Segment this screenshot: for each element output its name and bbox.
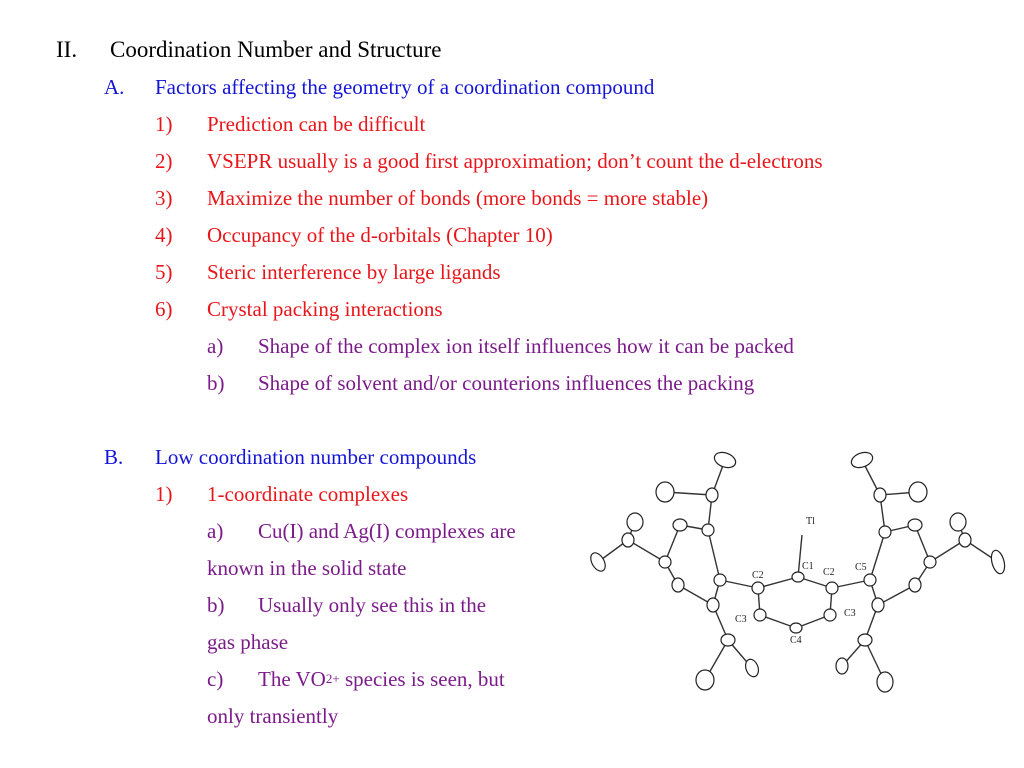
- item-number: 3): [155, 186, 173, 210]
- subitem-number: a): [207, 519, 224, 543]
- subitem-text: Shape of solvent and/or counterions influences the packing: [258, 371, 755, 395]
- subitem-text-continued: gas phase: [207, 630, 289, 654]
- item-number: 4): [155, 223, 173, 247]
- atom-label-c1: C1: [802, 561, 814, 572]
- item-text: Maximize the number of bonds (more bonds = more stable): [207, 186, 709, 210]
- section-b-title: Low coordination number compounds: [155, 445, 477, 469]
- crystal-structure-diagram: [580, 440, 1020, 710]
- atom-label-c3-left: C3: [735, 614, 747, 625]
- item-text: 1-coordinate complexes: [207, 482, 409, 506]
- heading-title: Coordination Number and Structure: [110, 37, 442, 62]
- heading-number: II.: [56, 37, 78, 62]
- subitem-text: Shape of the complex ion itself influences how it can be packed: [258, 334, 794, 358]
- section-a-number: A.: [104, 75, 125, 99]
- item-number: 2): [155, 149, 173, 173]
- subitem-number: b): [207, 371, 225, 395]
- atom-label-tl: Tl: [806, 516, 815, 527]
- item-text: Occupancy of the d-orbitals (Chapter 10): [207, 223, 553, 247]
- item-text: VSEPR usually is a good first approximation; don’t count the d-electrons: [207, 149, 823, 173]
- vo-post: species is seen, but: [339, 667, 505, 691]
- subitem-text: Cu(I) and Ag(I) complexes are: [258, 519, 516, 543]
- vo-charge: 2+: [325, 671, 340, 686]
- subitem-number: a): [207, 334, 224, 358]
- subitem-text: [258, 669, 505, 690]
- item-text: Crystal packing interactions: [207, 297, 443, 321]
- vo-pre: The VO: [258, 667, 326, 691]
- item-text: Steric interference by large ligands: [207, 260, 501, 284]
- item-number: 1): [155, 112, 173, 136]
- section-b-number: B.: [104, 445, 124, 469]
- subitem-text-continued: known in the solid state: [207, 556, 407, 580]
- section-a-title: Factors affecting the geometry of a coordination compound: [155, 75, 655, 99]
- subitem-number: c): [207, 667, 224, 691]
- item-text: Prediction can be difficult: [207, 112, 426, 136]
- subitem-number: b): [207, 593, 225, 617]
- atom-label-c2-left: C2: [752, 570, 764, 581]
- item-number: 1): [155, 482, 173, 506]
- subitem-text: Usually only see this in the: [258, 593, 487, 617]
- atom-label-c2-right: C2: [823, 567, 835, 578]
- item-number: 5): [155, 260, 173, 284]
- atom-label-c3-right: C3: [844, 608, 856, 619]
- item-number: 6): [155, 297, 173, 321]
- subitem-text-continued: only transiently: [207, 704, 339, 728]
- atom-label-c4: C4: [790, 635, 802, 646]
- atom-label-c5: C5: [855, 562, 867, 573]
